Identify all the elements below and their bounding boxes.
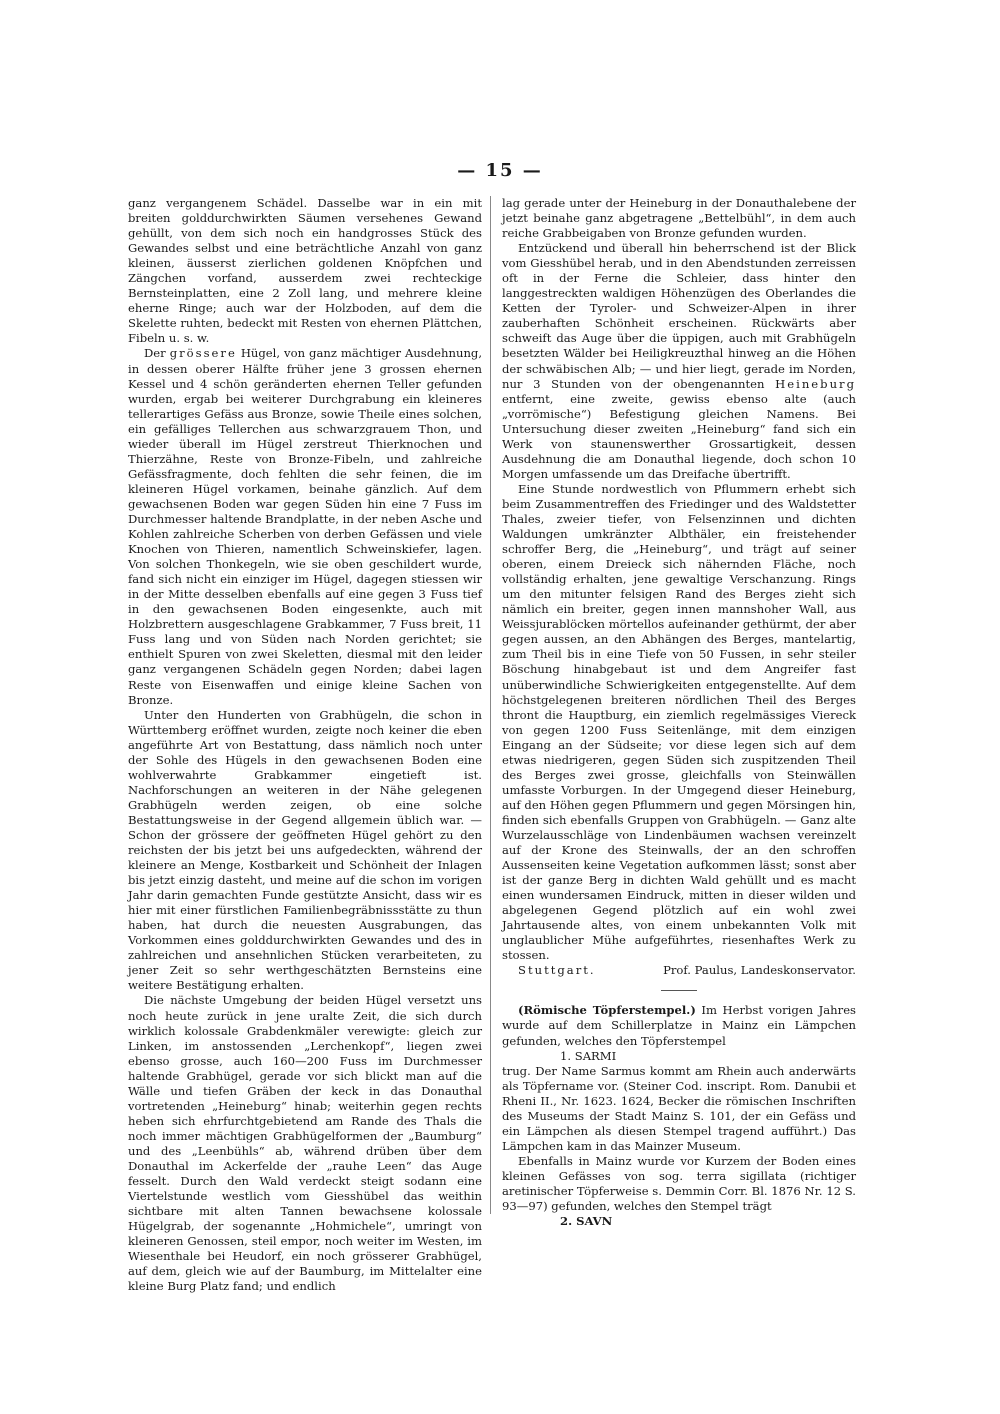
paragraph: ganz vergangenem Schädel. Dasselbe war in ein mit breiten golddurchwirkten Säumen versehenes Gewand gehüllt, von dem sich noch ein handgrosses Stück des Gewandes selbst und eine beträchtliche Anzahl von ganz kleinen, äusserst zierlichen goldenen Knöpfchen und Zängchen vorfand, ausserdem zwei rechteckige Bernsteinplatten, eine 2 Zoll lang, und mehrere kleine eherne Ringe; auch war der Holzboden, auf dem die Skelette ruhten, bedeckt mit Resten von ehernen Plättchen, Fibeln u. s. w. — [128, 196, 482, 346]
paragraph: Unter den Hunderten von Grabhügeln, die schon in Württemberg eröffnet wurden, zeigte noch keiner die eben angeführte Art von Bestattung, dass nämlich noch unter der Sohle des Hügels in den gewachsenen Boden eine wohlverwahrte Grabkammer eingetieft ist. Nachforschungen an weiteren in der Nähe gelegenen Grabhügeln werden zeigen, ob eine solche Bestattungsweise in der Gegend allgemein üblich war. — Schon der grössere der geöffneten Hügel gehört zu den reichsten der bis jetzt bei uns aufgedeckten, während der kleinere an Menge, Kostbarkeit und Schönheit der Inlagen bis jetzt einzig dasteht, und meine auf die schon im vorigen Jahr darin gemachten Funde gestützte Ansicht, dass wir es hier mit einer fürstlichen Familienbegräbnissstätte zu thun haben, hat durch die neuesten Ausgrabungen, das Vorkommen eines golddurchwirkten Gewandes und des in zahlreichen und ansehnlichen Stücken verarbeiteten, zu jener Zeit so sehr werthgeschätzten Bernsteins eine weitere Bestätigung erhalten. — [128, 707, 482, 993]
paragraph-text: Entzückend und überall hin beherrschend ist der Blick vom Giesshübel herab, und in den Abendstunden zerreissen oft in der Ferne die Schleier, dass hinter den langgestreckten waldigen Höhenzügen des Oberlandes die Ketten der Tyroler- und Schweizer-Alpen in ihrer zauberhaften Schönheit erscheinen. Rückwärts aber schweift das Auge über die üppigen, auch mit Grabhügeln besetzten Wälder bei Heiligkreuzthal hinweg an die Höhen der schwäbischen Alb; — und hier liegt, gerade im Norden, nur 3 Stunden von der obengenannten — [502, 241, 856, 391]
left-column — [128, 196, 482, 1294]
column-divider — [490, 196, 491, 1214]
stamp-inscription: 2. SAVN — [560, 1214, 613, 1229]
paragraph: trug. Der Name Sarmus kommt am Rhein auch anderwärts als Töpfername vor. (Steiner Cod. inscript. Rom. Danubii et Rheni II., Nr. 1623. 1624, Becker die römischen Inschriften des Museums der Stadt Mainz S. 101, der ein Gefäss und ein Lämpchen als diesen Stempel tragend aufführt.) Das Lämpchen kam in das Mainzer Museum. — [502, 1063, 856, 1153]
paragraph — [128, 346, 482, 707]
page-number: — 15 — — [457, 160, 543, 181]
paragraph: Eine Stunde nordwestlich von Pflummern erhebt sich beim Zusammentreffen des Friedinger und des Waldstetter Thales, zweier tiefer, von Felsenzinnen und dichten Waldungen umkränzter Albthäler, ein freistehender schroffer Berg, die „Heineburg“, und trägt auf seiner oberen, einem Dreieck sich nähernden Fläche, noch vollständig erhalten, jene gewaltige Verschanzung. Rings um den mitunter felsigen Rand des Berges zieht sich nämlich ein breiter, gegen innen mannshoher Wall, aus Weissjurablöcken mörtellos aufeinander gethürmt, der aber gegen aussen, an den Abhängen des Berges, mantelartig, zum Theil bis in eine Tiefe von 50 Fussen, in sehr steiler Böschung hinabgebaut ist und dem Angreifer fast unüberwindliche Schwierigkeiten entgegenstellte. Auf dem höchstgelegenen breiteren nördlichen Theil des Berges thront die Hauptburg, ein ziemlich regelmässiges Viereck von gegen 1200 Fuss Seitenlänge, mit dem einzigen Eingang an der Südseite; vor diese legen sich auf dem etwas niedrigeren, gegen Süden sich zuspitzenden Theil des Berges zwei grosse, gleichfalls von Steinwällen umfasste Vorburgen. In der Umgegend dieser Heineburg, auf den Höhen gegen Pflummern und gegen Mörsingen hin, finden sich ebenfalls Gruppen von Grabhügeln. — Ganz alte Wurzelausschläge von Lindenbäumen wachsen vereinzelt auf der Krone des Steinwalls, der an den schroffen Aussenseiten keine Vegetation aufkommen lässt; sonst aber ist der ganze Berg in dichten Wald gehüllt und es macht einen wundersamen Eindruck, mitten in dieser wilden und abgelegenen Gegend plötzlich auf ein wohl zwei Jahrtausende altes, von einem unbekannten Volk mit unglaublicher Mühe aufgeführtes, riesenhaftes Werk zu stossen. — [502, 481, 856, 963]
paragraph-text: entfernt, eine zweite, gewiss ebenso alte (auch „vorrömische“) Befestigung gleichen Namens. Bei Untersuchung dieser zweiten „Heineburg“ fand sich ein Werk von staunenswerther Grossartigkeit, dessen Ausdehnung die am Donauthal liegende, doch schon 10 Morgen umfassende um das Dreifache übertrifft. — [502, 391, 856, 481]
paragraph — [502, 1003, 856, 1048]
signature-author: Prof. Paulus, Landeskonservator. — [663, 963, 856, 978]
paragraph-lead: Der — [144, 346, 166, 361]
signature-line — [502, 963, 856, 978]
paragraph: lag gerade unter der Heineburg in der Donauthalebene der jetzt beinahe ganz abgetragene „Bettelbühl“, in dem auch reiche Grabbeigaben von Bronze gefunden wurden. — [502, 196, 856, 241]
signature-place: Stuttgart. — [518, 963, 596, 978]
paragraph: Ebenfalls in Mainz wurde vor Kurzem der Boden eines kleinen Gefässes von sog. terra sigillata (richtiger aretinischer Töpferweise s. Demmin Corr. Bl. 1876 Nr. 12 S. 93—97) gefunden, welches den Stempel trägt — [502, 1153, 856, 1214]
paragraph-text: Im Herbst vorigen Jahres wurde auf dem Schillerplatze in Mainz ein Lämpchen gefunden, welches den Töpferstempel — [502, 1003, 857, 1048]
spaced-word: grössere — [169, 346, 237, 361]
paragraph — [502, 241, 856, 482]
section-heading: (Römische Töpferstempel.) — [518, 1003, 696, 1018]
paragraph-text: Hügel, von ganz mächtiger Ausdehnung, in dessen oberer Hälfte früher jene 3 grossen ehernen Kessel und 4 schön geränderten ehernen Teller gefunden wurden, ergab bei weiterer Durchgrabung ein kleineres tellerartiges Gefäss aus Bronze, sowie Theile eines solchen, ein gefälliges Tellerchen aus schwarzgrauem Thon, und wieder überall im Hügel zerstreut Thierknochen und Thierzähne, Reste von Bronze-Fibeln, und zahlreiche Gefässfragmente, doch fehlten die sehr feinen, die im kleineren Hügel vorkamen, beinahe gänzlich. Auf dem gewachsenen Boden war gegen Süden hin eine 7 Fuss im Durchmesser haltende Brandplatte, in der neben Asche und Kohlen zahlreiche Scherben von derben Gefässen und viele Knochen von Thieren, namentlich Schweinskiefer, lagen. Von solchen Thonkegeln, wie sie oben geschildert wurde, fand sich nicht ein einziger im Hügel, dagegen stiessen wir in der Mitte desselben ebenfalls auf eine gegen 3 Fuss tief in den gewachsenen Boden eingesenkte, auch mit Holzbrettern ausgeschlagene Grabkammer, 7 Fuss breit, 11 Fuss lang und von Süden nach Norden gerichtet; sie enthielt Spuren von zwei Skeletten, diesmal mit den leider ganz vergangenen Schädeln gegen Norden; dabei lagen Reste von Eisenwaffen und einige kleine Sachen von Bronze. — [128, 346, 483, 707]
right-column — [502, 196, 856, 1229]
stamp-inscription: 1. SARMI — [560, 1048, 617, 1063]
spaced-word: Heineburg — [775, 376, 857, 391]
section-divider — [661, 990, 697, 991]
paragraph: Die nächste Umgebung der beiden Hügel versetzt uns noch heute zurück in jene uralte Zeit, die sich durch wirklich kolossale Grabdenkmäler verewigte: gleich zur Linken, im anstossenden „Lerchenkopf“, liegen zwei ebenso grosse, auch 160—200 Fuss im Durchmesser haltende Grabhügel, gerade vor sich blickt man auf die Wälle und tiefen Gräben der keck in das Donauthal vortretenden „Heineburg“ hinab; weiterhin gegen rechts heben sich ehrfurchtgebietend am Rande des Thals die noch immer mächtigen Grabhügelformen der „Baumburg“ und des „Leenbühls“ ab, während drüben über dem Donauthal im Ackerfelde der „rauhe Leen“ das Auge fesselt. Durch den Wald verdeckt steigt sodann eine Viertelstunde westlich vom Giesshübel das weithin sichtbare mit alten Tannen bewachsene kolossale Hügelgrab, der sogenannte „Hohmichele“, umringt von kleineren Genossen, steil empor, noch weiter im Westen, im Wiesenthale bei Heudorf, ein noch grösserer Grabhügel, auf dem, gleich wie auf der Baumburg, im Mittelalter eine kleine Burg Platz fand; und endlich — [128, 993, 482, 1294]
